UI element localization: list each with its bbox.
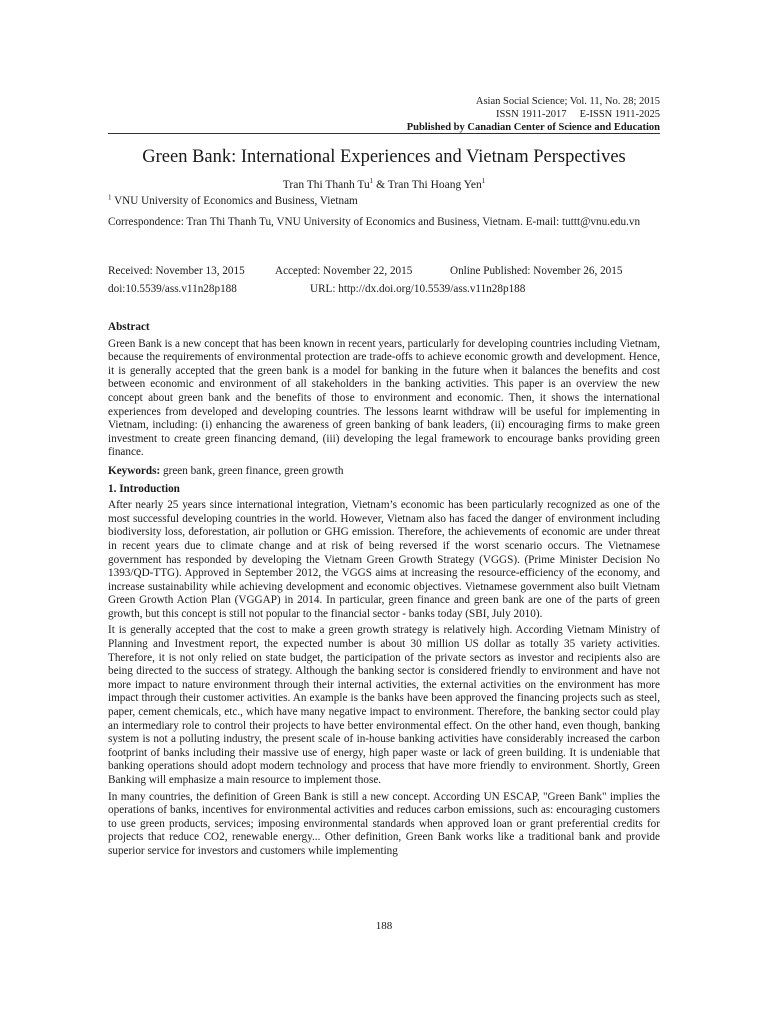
introduction-heading: 1. Introduction <box>108 482 180 495</box>
journal-line: Asian Social Science; Vol. 11, No. 28; 2015 <box>475 96 660 107</box>
author-affiliation-mark: 1 <box>369 177 374 186</box>
abstract-heading: Abstract <box>108 321 150 333</box>
author-name: Tran Thi Hoang Yen <box>387 179 482 191</box>
published-date: Online Published: November 26, 2015 <box>450 265 623 277</box>
url-text: URL: http://dx.doi.org/10.5539/ass.v11n28p188 <box>310 282 526 295</box>
abstract-section <box>108 321 660 859</box>
author-name: Tran Thi Thanh Tu <box>282 179 370 191</box>
intro-paragraph: After nearly 25 years since international integration, Vietnam’s economic has been particularly recognized as one of the most successful developing countries in the world. However, Vietnam also has faced the danger of environment including biodiversity loss, deforestation, air pollution or GHG emission. Therefore, the achievements of economic are under threat in recent years due to climate change and at risk of being reversed if the worst scenario occurs. The Vietnamese government has responded by developing the Vietnam Green Growth Strategy (VGGS). (Prime Minister Decision No 1393/QD-TTG). Approved in September 2012, the VGGS aims at increasing the resource-efficiency of the economy, and increase sustainability while achieving development and economic objectives. Vietnamese government also built Vietnam Green Growth Action Plan (VGGAP) in 2014. In particular, green finance and green bank are one of the parts of green growth, but this concept is still not popular to the financial sector - banks today (SBI, July 2010). <box>108 499 660 620</box>
abstract-text: Green Bank is a new concept that has been known in recent years, particularly for developing countries including Vietnam, because the requirements of environmental protection are trade-offs to achieve economic growth and development. Hence, it is generally accepted that the green bank is a model for banking in the future when it balances the benefits and cost between economic and environment of all stakeholders in the banking activities. This paper is an overview the new concept about green bank and the benefits of those to environment and economic. Then, it shows the international experiences from developed and developing countries. The lessons learnt withdraw will be useful for implementing in Vietnam, including: (i) enhancing the awareness of green banking of bank leaders, (ii) encouraging firms to make green investment to create green financing demand, (iii) developing the legal framework to encourage banks providing green finance. <box>108 337 660 459</box>
author-separator: & <box>373 179 388 191</box>
affiliation-text: VNU University of Economics and Business, Vietnam <box>111 195 358 207</box>
doi-text: doi:10.5539/ass.v11n28p188 <box>108 282 237 295</box>
received-date: Received: November 13, 2015 <box>108 265 245 277</box>
keywords-text: green bank, green finance, green growth <box>160 464 344 477</box>
intro-paragraph: In many countries, the definition of Green Bank is still a new concept. According UN ESCAP, "Green Bank" implies the operations of banks, incentives for environmental activities and reduces carbon emissions, such as: encouraging customers to use green products, services; imposing environmental standards when approved loan or grant preferential credits for projects that reduce CO2, renewable energy... Other definition, Green Bank works like a traditional bank and provide superior service for investors and customers while implementing <box>108 790 660 857</box>
keywords <box>108 465 660 479</box>
author-line <box>108 178 660 192</box>
paper-title: Green Bank: International Experiences and Vietnam Perspectives <box>142 147 626 167</box>
correspondence: Correspondence: Tran Thi Thanh Tu, VNU University of Economics and Business, Vietnam. E-mail: tuttt@vnu.edu.vn <box>108 216 641 228</box>
article-dates <box>108 265 660 296</box>
affiliation-mark: 1 <box>108 193 112 202</box>
intro-paragraph: It is generally accepted that the cost to make a green growth strategy is relatively high. According Vietnam Ministry of Planning and Investment report, the expected number is about 30 million US dollar as totally 35 variety activities. Therefore, it is not only relied on state budget, the participation of the private sectors as investor and recipients also are being directed to the success of strategy. Although the banking sector is considered friendly to environment and have not more impact to nature environment through their internal activities, the external activities on the environment has more impact through their customer activities. An example is the banks have been approved the financing projects such as steel, paper, cement chemicals, etc., which have many negative impact to environment. Therefore, the banking sector could play an intermediary role to control their projects to have better environmental effect. On the other hand, even though, banking system is not a polluting industry, the present scale of in-house banking activities have considerably increased the carbon footprint of banks including their massive use of energy, high paper waste or lack of green building. It is undeniable that banking operations should adopt modern technology and process that have more friendly to environment. Shortly, Green Banking will emphasize a main resource to implement those. <box>108 624 660 786</box>
issn-line: ISSN 1911-2017 E-ISSN 1911-2025 <box>495 109 660 120</box>
author-affiliation-mark: 1 <box>481 177 486 186</box>
affiliation <box>108 195 660 209</box>
keywords-label: Keywords: <box>108 464 161 477</box>
publisher-line: Published by Canadian Center of Science and Education <box>406 122 660 133</box>
page-number: 188 <box>375 920 393 932</box>
journal-header <box>400 95 660 134</box>
header-rule <box>108 133 660 134</box>
accepted-date: Accepted: November 22, 2015 <box>275 265 413 277</box>
